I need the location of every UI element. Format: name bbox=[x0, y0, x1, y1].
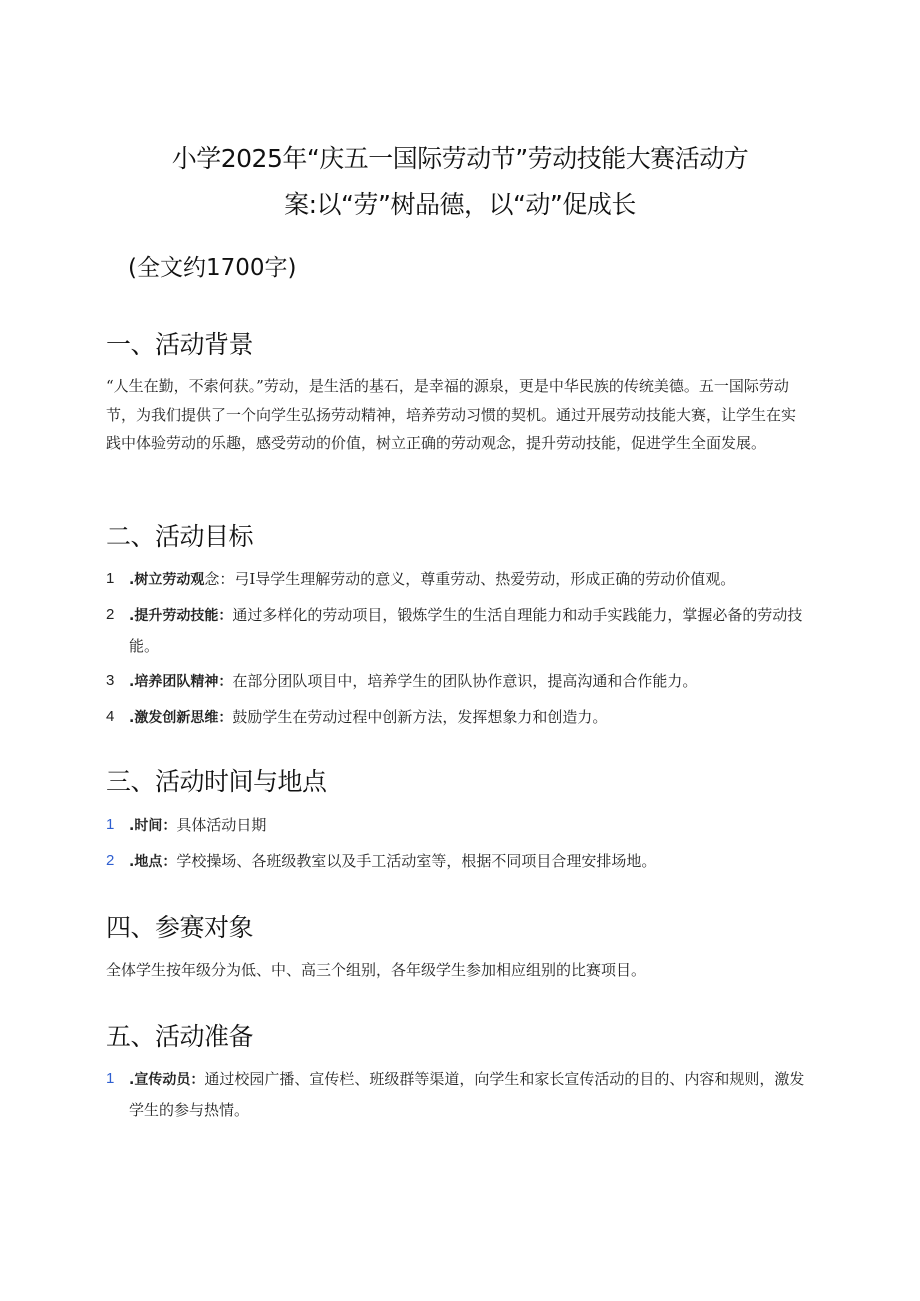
list-number: 4 bbox=[106, 708, 115, 725]
list-number: 1 bbox=[106, 816, 115, 833]
time-place-item-2 bbox=[106, 846, 806, 877]
time-place-label: .地点： bbox=[129, 854, 177, 870]
goal-item-2 bbox=[106, 600, 806, 661]
section-heading-goals: 二、活动目标 bbox=[106, 522, 254, 551]
list-number: 1 bbox=[106, 570, 115, 587]
document-title-line-1: 小学2025年“庆五一国际劳动节”劳动技能大赛活动方 bbox=[171, 144, 749, 173]
goal-item-label: .培养团队精神： bbox=[129, 674, 233, 690]
section-heading-background: 一、活动背景 bbox=[106, 330, 254, 359]
goal-item-text: 鼓励学生在劳动过程中创新方法，发挥想象力和创造力。 bbox=[232, 708, 608, 726]
time-place-label: .时间： bbox=[129, 818, 177, 834]
time-place-text: 学校操场、各班级教室以及手工活动室等，根据不同项目合理安排场地。 bbox=[176, 852, 657, 870]
participants-paragraph: 全体学生按年级分为低、中、高三个组别，各年级学生参加相应组别的比赛项目。 bbox=[106, 961, 647, 979]
time-place-text: 具体活动日期 bbox=[176, 816, 267, 834]
preparation-item-1 bbox=[106, 1064, 806, 1125]
goal-item-label: .提升劳动技能： bbox=[129, 608, 233, 624]
section-heading-time-place: 三、活动时间与地点 bbox=[106, 767, 327, 796]
list-number: 2 bbox=[106, 606, 115, 623]
document-title-line-2: 案:以“劳”树品德，以“动”促成长 bbox=[284, 190, 636, 219]
list-number: 3 bbox=[106, 672, 115, 689]
list-number: 1 bbox=[106, 1070, 115, 1087]
list-number: 2 bbox=[106, 852, 115, 869]
goal-item-label: .激发创新思维： bbox=[129, 710, 233, 726]
goal-item-text: 念：弓I导学生理解劳动的意义，尊重劳动、热爱劳动，形成正确的劳动价值观。 bbox=[204, 570, 736, 588]
goal-item-text: 在部分团队项目中，培养学生的团队协作意识，提高沟通和合作能力。 bbox=[232, 672, 698, 690]
goal-item-3 bbox=[106, 666, 806, 697]
word-count-note: (全文约1700字) bbox=[128, 255, 297, 281]
goal-item-text: 通过多样化的劳动项目，锻炼学生的生活自理能力和动手实践能力，掌握必备的劳动技能。 bbox=[129, 606, 803, 655]
goal-item-4 bbox=[106, 702, 806, 733]
section-heading-participants: 四、参赛对象 bbox=[106, 913, 254, 942]
time-place-item-1 bbox=[106, 810, 806, 841]
goal-item-1 bbox=[106, 564, 806, 595]
background-paragraph: “人生在勤，不索何获。”劳动，是生活的基石，是幸福的源泉，更是中华民族的传统美德。五一国际劳动节，为我们提供了一个向学生弘扬劳动精神，培养劳动习惯的契机。通过开展劳动技能大赛，让学生在实践中体验劳动的乐趣，感受劳动的价值，树立正确的劳动观念，提升劳动技能，促进学生全面发展。 bbox=[106, 377, 797, 452]
goal-item-label: .树立劳动观 bbox=[129, 572, 205, 588]
preparation-label: .宣传动员： bbox=[129, 1072, 205, 1088]
section-heading-preparation: 五、活动准备 bbox=[106, 1022, 254, 1051]
preparation-text: 通过校园广播、宣传栏、班级群等渠道，向学生和家长宣传活动的目的、内容和规则，激发学生的参与热情。 bbox=[129, 1070, 805, 1119]
